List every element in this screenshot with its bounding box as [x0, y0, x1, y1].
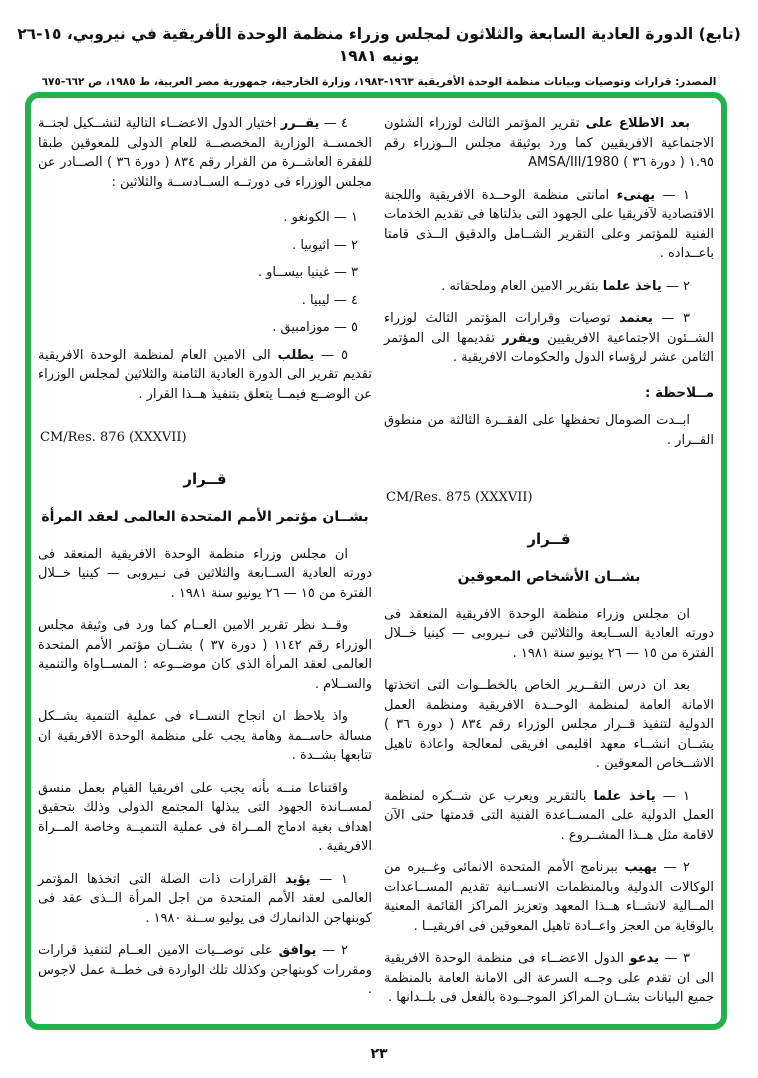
- paragraph-operative-1: ١ — يهنىء امانتى منظمة الوحــدة الافريقية واللجنة الاقتصادية لآفريقيا على الجهود التى بذلتاها فى تقديم الخدمات الفنية للمؤتمر وعلى التقرير الشــامل والدقيق الــذى قامتا باعــداده .: [384, 187, 714, 261]
- page-header: [0, 0, 758, 90]
- list-item-state-4: ٤ — ليبيا .: [301, 292, 358, 308]
- page-header-title: (تابع) الدورة العادية السابعة والثلاثون لمجلس وزراء منظمة الوحدة الأفريقية في نيروبي، ١٥-٢٦ يونيه ١٩٨١: [17, 25, 741, 65]
- column-right: [384, 114, 714, 1012]
- paragraph-res875-2: ٢ — يهيب ببرنامج الأمم المتحدة الانمائى وغــيره من الوكالات الدولية وبالمنظمات الانســانية تقديم المســاعدات المــالية لانشــاء هــذا المعهد وتعزيز المراكز القائمة المعنية بالوقاية من العجز واعــادة تاهيل المعوقين فى افريقيــا .: [384, 860, 714, 934]
- list-item-state-3: ٣ — غينيا بيســاو .: [257, 265, 358, 280]
- two-column-layout: [31, 98, 721, 1024]
- resolution-subject-women-conference: بشــان مؤتمر الأمم المتحدة العالمى لعقد المرأة: [41, 509, 369, 525]
- content-frame: [25, 92, 727, 1030]
- paragraph-council-opening-876: ان مجلس وزراء منظمة الوحدة الافريقية المنعقد فى دورته العادية الســابعة والثلاثين فى نـيروبى — كينيا خــلال الفترة من ١٥ — ٢٦ يونيو سنة ١٩٨١ .: [38, 546, 372, 601]
- resolution-ref-876: CM/Res. 876 (XXXVII): [40, 430, 187, 445]
- column-left: [38, 114, 372, 1012]
- paragraph-res876-1: ١ — يؤيد القرارات ذات الصلة التى اتخذها المؤتمر العالمى لعقد الأمم المتحدة من اجل المرأة الــذى عقد فى كوبنهاجن الدانمارك فى يوليو ســنة ١٩٨٠ .: [38, 871, 372, 926]
- note-heading: مــلاحظة :: [644, 384, 714, 401]
- paragraph-res876-2: ٢ — يوافق على توصــيات الامين العــام لتنفيذ قرارات ومقررات كوبنهاجن وكذلك تلك الواردة فى خطــة عمل لاجوس .: [38, 943, 372, 997]
- paragraph-noting-women: واذ يلاحظ ان انجاح النســاء فى عملية التنمية يشــكل مسالة حاســمة وهامة يجب على منظمة الوحدة الافريقية ان تتابعها بشــدة .: [38, 709, 372, 763]
- paragraph-preamble: بعد الاطلاع على تقرير المؤتمر الثالث لوزراء الشئون الاجتماعية الافريقيين كما ورد بوثيقة مجلس الــوزراء رقم ١.٩٥ ( دورة ٣٦ ) AMSA/III/1980: [384, 116, 714, 170]
- paragraph-note-body: ابــدت الصومال تحفظها على الفقــرة الثالثة من منطوق القــرار .: [384, 413, 714, 448]
- paragraph-res875-3: ٣ — يدعو الدول الاعضــاء فى منظمة الوحدة الافريقية الى ان تقدم على وجــه السرعة الى الامانة العامة بالمنظمة جميع البيانات بشــان المراكز الموجــودة بالفعل فى بلــدانها .: [384, 951, 714, 1005]
- paragraph-considered-report: وقــد نظر تقرير الامين العــام كما ورد فى وثيقة مجلس الوزراء رقم ١١٤٢ ( دورة ٣٧ ) بشــان مؤتمر الأمم المتحدة العالمى لعقد المرأة الذى كان موضــوعه : المســاواة والتنمية والســلام .: [38, 618, 372, 692]
- paragraph-council-opening: ان مجلس وزراء منظمة الوحدة الافريقية المنعقد فى دورته العادية الســابعة والثلاثين فى نـيروبى — كينيا خــلال الفترة من ١٥ — ٢٦ يونيو سنة ١٩٨١ .: [384, 606, 714, 661]
- list-item-state-2: ٢ — اثيوبيا .: [292, 237, 358, 253]
- resolution-title-876: قــرار: [183, 469, 227, 488]
- paragraph-convinced: واقتناعا منــه بأنه يجب على افريقيا القيام بعمل منسق لمســاندة الجهود التى يبذلها المجتمع الدولى وذلك بتحقيق اهداف بغية ادماج المــراة فى عملية التنميــة وخاصة المــراة الافريقية .: [38, 780, 372, 854]
- paragraph-operative-2: ٢ — ياخذ علما بتقرير الامين العام وملحقاته .: [441, 278, 690, 294]
- page-number: ٢٣: [370, 1046, 388, 1062]
- list-item-state-1: ١ — الكونغو .: [283, 210, 358, 225]
- resolution-subject-disabled-persons: بشــان الأشخاص المعوقين: [457, 569, 641, 585]
- paragraph-operative-5: ٥ — يطلب الى الامين العام لمنظمة الوحدة الافريقية تقديم تقرير الى الدورة العادية الثامنة والثلاثين لمجلس الوزراء عن الوضــع فيمــا يتعلق بتنفيذ هــذا القرار .: [38, 347, 372, 402]
- paragraph-operative-3: ٣ — يعتمد توصيات وقرارات المؤتمر الثالث لوزراء الشــئون الاجتماعية الافريقيين ويقرر تقديمها الى المؤتمر الثامن عشر لرؤساء الدول والحكومات الافريقية .: [384, 311, 714, 365]
- paragraph-res875-1: ١ — ياخذ علما بالتقرير ويعرب عن شــكره لمنظمة العمل الدولية على المســاعدة الفنية التى قدمتها حتى الآن لاقامة مثل هــذا المشــروع .: [384, 788, 714, 843]
- page-header-source: المصدر: قرارات وتوصيات وبيانات منظمة الوحدة الأفريقية ١٩٦٣-١٩٨٣، وزارة الخارجية، جمهورية مصر العربية، ط ١٩٨٥، ص ٦٦٢-٦٧٥: [41, 76, 717, 89]
- list-item-state-5: ٥ — موزامبيق .: [272, 320, 358, 335]
- paragraph-operative-4: ٤ — يقــرر اختيار الدول الاعضــاء التالية لتشــكيل لجنــة الخمســة الوزارية المخصصــة للعام الدولى للمعوقين طبقا للفقرة العاشــرة من القرار رقم ٨٣٤ ( دورة ٣٦ ) الصــادر عن مجلس الوزراء فى دورتــه الســادســة والثلاثين :: [38, 116, 372, 190]
- resolution-ref-875: CM/Res. 875 (XXXVII): [386, 490, 533, 505]
- paragraph-reviewed-report: بعد ان درس التقــرير الخاص بالخطــوات التى اتخذتها الامانة العامة لمنظمة الوحــدة الافريقية ومنظمة العمل الدولية لتنفيذ قــرار مجلس الوزراء رقم ٨٣٤ ( دورة ٣٦ ) بشــان انشــاء معهد اقليمى افريقى لمعالجة واعادة تاهيل الاشــخاص المعوقين .: [384, 678, 714, 771]
- resolution-title: قــرار: [527, 529, 571, 548]
